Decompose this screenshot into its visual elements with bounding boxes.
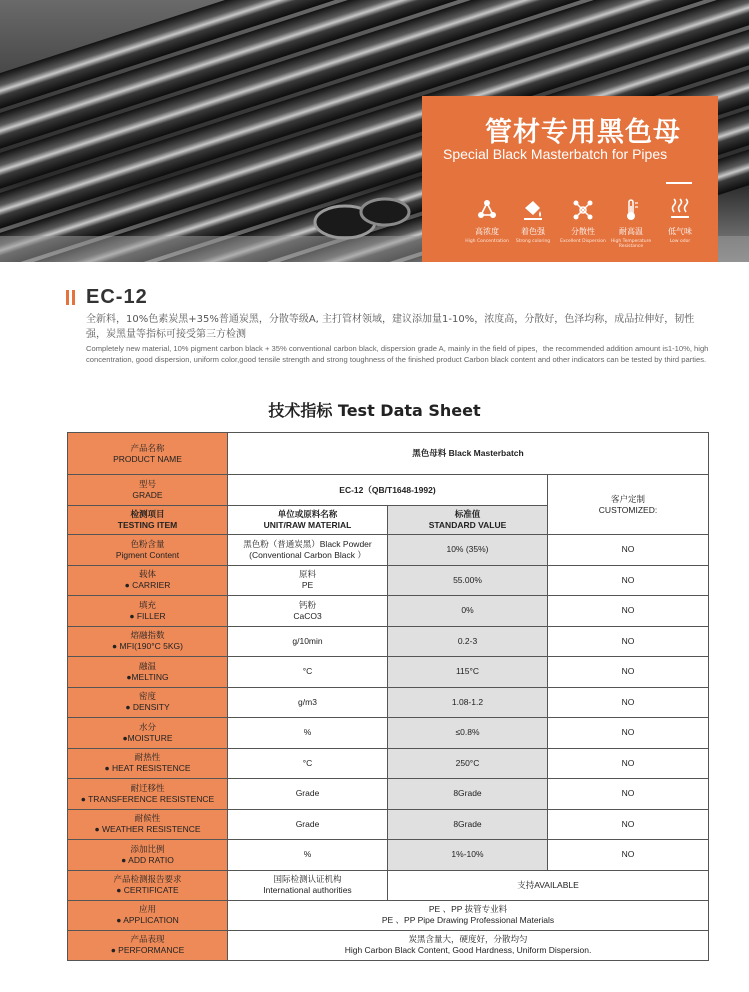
label-zh: 耐热性: [134, 752, 161, 763]
table-row: [68, 626, 709, 657]
unit-cell: [228, 565, 388, 596]
unit-line-1: %: [303, 727, 312, 738]
value-line-1: PE 、PP 拔管专业料: [428, 904, 508, 914]
customized-cell: NO: [548, 565, 709, 596]
unit-line-1: g/10min: [292, 635, 323, 646]
customized-cell: NO: [548, 657, 709, 688]
table-row: [68, 596, 709, 627]
customized-cell: NO: [548, 809, 709, 840]
label-zh: 产品表现: [130, 934, 165, 944]
standard-header: [388, 506, 548, 535]
label-testing-item: [68, 506, 228, 535]
test-item-label: [68, 840, 228, 871]
unit-line-2: International authorities: [263, 885, 352, 895]
row-application: [68, 900, 709, 930]
label-zh: 产品检测报告要求: [113, 874, 182, 884]
customized-cell: NO: [548, 779, 709, 810]
label-en: ● ADD RATIO: [121, 854, 174, 865]
label-zh: 客户定制: [610, 493, 645, 504]
feature-dispersion: [558, 198, 608, 244]
label-en: ● PERFORMANCE: [110, 945, 185, 955]
label-en: Pigment Content: [115, 549, 180, 560]
unit-cell: [228, 779, 388, 810]
table-row: [68, 565, 709, 596]
description-zh: 全新料，10%色素炭黑+35%普通炭黑，分散等级A, 主打管材领域，建议添加量1-10%，浓度高，分散好，色泽均称，成品拉伸好，韧性强，炭黑量等指标可接受第三方检测: [86, 314, 695, 340]
test-item-label: [68, 718, 228, 749]
unit-line-1: 黑色粉（普通炭黑）Black Powder: [243, 538, 372, 549]
label-zh: 熔融指数: [130, 630, 165, 641]
label-en: ● CERTIFICATE: [116, 885, 179, 895]
thermometer-icon: [619, 198, 643, 222]
customized-cell: NO: [548, 687, 709, 718]
label-en: ● FILLER: [129, 610, 166, 621]
unit-line-1: °C: [302, 757, 313, 768]
test-item-label: [68, 626, 228, 657]
feature-strong-coloring: [508, 198, 558, 244]
label-zh: 水分: [138, 721, 156, 732]
hero-divider: [666, 182, 692, 184]
unit-line-2: CaCO3: [293, 610, 322, 621]
test-data-table: [67, 432, 709, 961]
customized-cell: NO: [548, 718, 709, 749]
row-performance: [68, 930, 709, 960]
label-zh: 填充: [138, 599, 156, 610]
unit-cell: [228, 657, 388, 688]
unit-line-2: (Conventional Carbon Black ）: [249, 549, 366, 560]
label-zh: 色粉含量: [130, 538, 165, 549]
performance-value: [228, 930, 709, 960]
table-row: [68, 840, 709, 871]
test-item-label: [68, 748, 228, 779]
standard-value-cell: 55.00%: [388, 565, 548, 596]
customized-cell: NO: [548, 626, 709, 657]
feature-label-zh: 低气味: [668, 227, 692, 236]
label-zh: 载体: [138, 569, 156, 580]
standard-value-cell: 1.08-1.2: [388, 687, 548, 718]
customized-cell: NO: [548, 840, 709, 871]
unit-line-1: 原料: [298, 569, 316, 580]
paint-bucket-icon: [521, 198, 545, 222]
label-zh: 产品名称: [130, 442, 165, 453]
label-zh: 耐候性: [134, 813, 161, 824]
label-certificate: [68, 870, 228, 900]
spec-rows: [68, 535, 709, 871]
label-zh: 检测项目: [130, 509, 165, 519]
model-accent-bars: [66, 290, 78, 309]
label-en: ●MOISTURE: [122, 732, 173, 743]
label-zh: 融温: [138, 660, 156, 671]
standard-value-cell: 0%: [388, 596, 548, 627]
feature-label-en: Strong coloring: [515, 239, 551, 244]
dispersion-icon: [571, 198, 595, 222]
feature-label-zh: 耐高温: [619, 227, 643, 236]
description-en: Completely new material, 10% pigment carbon black + 35% conventional carbon black, dispersion grade A, mainly in the field of pipes，the recommended addition amount is1-10%, high concentration, good dispersion, uniform color,good tensile strength and strong toughness of the finished product Carbon black content and other indicators can be tested by third parties.: [86, 344, 709, 364]
feature-label-zh: 着色强: [521, 227, 545, 236]
unit-line-1: 钙粉: [298, 599, 316, 610]
customized-cell: NO: [548, 596, 709, 627]
label-en: ● HEAT RESISTENCE: [104, 763, 191, 774]
standard-value-cell: 1%-10%: [388, 840, 548, 871]
unit-line-1: Grade: [295, 818, 320, 829]
table-row: [68, 809, 709, 840]
standard-value-cell: 115°C: [388, 657, 548, 688]
feature-high-temperature: [606, 198, 656, 249]
row-certificate: [68, 870, 709, 900]
test-item-label: [68, 565, 228, 596]
feature-label-en: High Temperature Resistance: [610, 239, 652, 249]
hero-title: 管材专用黑色母: [485, 117, 681, 148]
table-row: [68, 657, 709, 688]
unit-cell: [228, 626, 388, 657]
unit-cell: [228, 687, 388, 718]
customized-cell: NO: [548, 535, 709, 566]
table-row: [68, 535, 709, 566]
table-row: [68, 687, 709, 718]
label-en: UNIT/RAW MATERIAL: [263, 520, 352, 530]
label-application: [68, 900, 228, 930]
standard-value-cell: 8Grade: [388, 779, 548, 810]
unit-cell: [228, 809, 388, 840]
standard-value-cell: 250°C: [388, 748, 548, 779]
label-en: ● MFI(190°C 5KG): [112, 641, 183, 652]
feature-label-en: Low odor: [669, 239, 691, 244]
label-zh: 密度: [138, 691, 156, 702]
unit-line-1: %: [303, 849, 312, 860]
unit-cell: [228, 535, 388, 566]
label-en: ● WEATHER RESISTENCE: [94, 824, 201, 835]
standard-value-cell: 0.2-3: [388, 626, 548, 657]
feature-low-odor: [655, 198, 705, 244]
row-product-name: [68, 433, 709, 475]
label-en: STANDARD VALUE: [428, 520, 507, 530]
test-item-label: [68, 687, 228, 718]
feature-label-zh: 分散性: [571, 227, 595, 236]
feature-label-en: High Concentration: [465, 239, 509, 244]
unit-line-2: PE: [301, 580, 314, 591]
label-zh: 单位或原料名称: [277, 509, 338, 519]
unit-header: [228, 506, 388, 535]
unit-line-1: °C: [302, 666, 313, 677]
feature-label-zh: 高浓度: [475, 227, 499, 236]
test-item-label: [68, 779, 228, 810]
test-item-label: [68, 657, 228, 688]
hero-subtitle: Special Black Masterbatch for Pipes: [443, 146, 668, 162]
test-item-label: [68, 535, 228, 566]
certificate-unit: [228, 870, 388, 900]
label-zh: 添加比例: [130, 843, 165, 854]
customized-header: [548, 475, 709, 535]
test-item-label: [68, 809, 228, 840]
label-zh: 应用: [138, 904, 156, 914]
label-zh: 耐迁移性: [130, 782, 165, 793]
standard-value-cell: 10% (35%): [388, 535, 548, 566]
unit-cell: [228, 718, 388, 749]
label-en: GRADE: [132, 490, 163, 500]
label-en: PRODUCT NAME: [113, 453, 182, 464]
unit-cell: [228, 840, 388, 871]
model-name: EC-12: [86, 286, 148, 308]
certificate-value: 支持AVAILABLE: [388, 870, 709, 900]
value-line-2: PE 、PP Pipe Drawing Professional Materials: [381, 915, 555, 925]
unit-line-1: 国际检测认证机构: [273, 874, 342, 884]
sheet-title: 技术指标 Test Data Sheet: [268, 401, 481, 420]
label-en: ● APPLICATION: [116, 915, 179, 925]
label-en: ● DENSITY: [125, 702, 170, 713]
label-zh: 型号: [138, 479, 156, 489]
feature-label-en: Excellent Dispersion: [560, 239, 606, 244]
unit-cell: [228, 748, 388, 779]
row-grade: [68, 475, 709, 506]
label-zh: 标准值: [454, 509, 481, 519]
grade-value: EC-12（QB/T1648-1992): [228, 475, 548, 506]
unit-line-1: Grade: [295, 788, 320, 799]
table-row: [68, 779, 709, 810]
table-row: [68, 718, 709, 749]
value-line-2: High Carbon Black Content, Good Hardness, Uniform Dispersion.: [344, 945, 592, 955]
unit-cell: [228, 596, 388, 627]
feature-high-concentration: [462, 198, 512, 244]
label-product-name: [68, 433, 228, 475]
label-performance: [68, 930, 228, 960]
hero-banner: [0, 0, 749, 262]
label-en: CUSTOMIZED:: [598, 504, 658, 515]
value-line-1: 炭黑含量大，硬度好，分散均匀: [408, 934, 528, 944]
product-name-value: 黑色母料 Black Masterbatch: [228, 433, 709, 475]
label-en: TESTING ITEM: [117, 520, 178, 530]
unit-line-1: g/m3: [298, 696, 317, 707]
customized-cell: NO: [548, 748, 709, 779]
label-en: ● CARRIER: [124, 580, 171, 591]
application-value: [228, 900, 709, 930]
low-odor-icon: [668, 198, 692, 222]
label-grade: [68, 475, 228, 506]
table-row: [68, 748, 709, 779]
label-en: ● TRANSFERENCE RESISTENCE: [80, 793, 215, 804]
label-en: ●MELTING: [126, 671, 169, 682]
standard-value-cell: ≤0.8%: [388, 718, 548, 749]
standard-value-cell: 8Grade: [388, 809, 548, 840]
molecule-icon: [475, 198, 499, 222]
test-item-label: [68, 596, 228, 627]
